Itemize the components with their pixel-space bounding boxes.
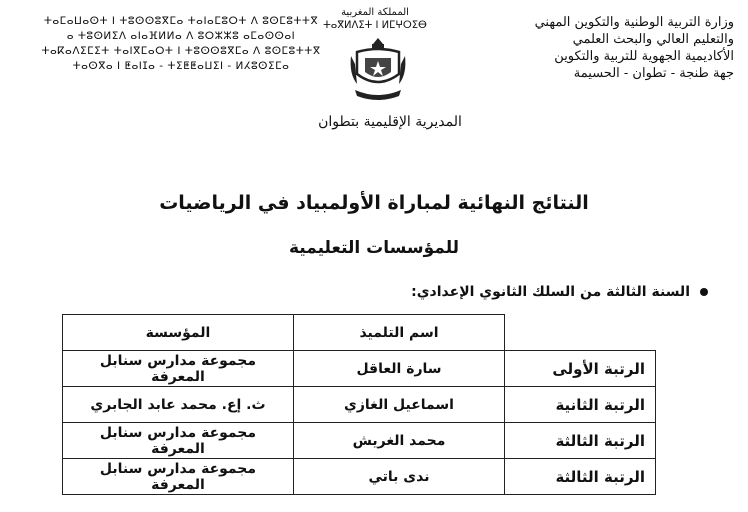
results-table [62,314,656,495]
level-label: السنة الثالثة من السلك الثانوي الإعدادي: [411,284,690,300]
tifinagh-line-3: ⵜⴰⴽⴰⴷⵉⵎⵉⵜ ⵜⴰⵏⴳⵎⴰⵔⵜ ⵏ ⵜⵓⵙⵙⵓⴳⵎⴰ ⴷ ⵓⵙⵎⵓⵜⵜⴳ [41,45,321,57]
student-cell: ندى باتي [294,459,505,495]
document-title: النتائج النهائية لمباراة الأولمبياد في الرياضيات [159,192,589,214]
ministry-tifinagh-block [6,14,356,74]
rank-cell: الرتبة الثالثة [505,459,656,495]
tifinagh-line-1: ⵜⴰⵎⴰⵡⴰⵙⵜ ⵏ ⵜⵓⵙⵙⵓⴳⵎⴰ ⵜⴰⵏⴰⵎⵓⵔⵜ ⴷ ⵓⵙⵎⵓⵜⵜⴳ [43,15,319,27]
school-cell: ث. إع. محمد عابد الجابري [63,387,294,423]
moroccan-coat-of-arms-icon [347,34,409,106]
student-cell: محمد الغريش [294,423,505,459]
tifinagh-line-4: ⵜⴰⵙⴳⴰ ⵏ ⵟⴰⵏⵊⴰ - ⵜⵉⵟⵟⴰⵡⵉⵏ - ⵍⵃⵓⵙⵉⵎⴰ [72,60,290,72]
rank-cell: الرتبة الثالثة [505,423,656,459]
academy-line: الأكاديمية الجهوية للتربية والتكوين [554,49,734,64]
rank-cell: الرتبة الأولى [505,351,656,387]
header-student: اسم التلميذ [294,315,505,351]
document-subtitle: للمؤسسات التعليمية [288,238,460,258]
table-header-row [63,315,656,351]
school-cell: مجموعة مدارس سنابل المعرفة [63,351,294,387]
ministry-line-1: وزارة التربية الوطنية والتكوين المهني [534,15,734,30]
ministry-line-2: والتعليم العالي والبحث العلمي [572,32,734,47]
bullet-icon [700,288,708,296]
header-blank-cell [505,315,656,351]
level-heading [411,284,708,300]
tifinagh-line-2: ⴰ ⵜⵓⵙⵍⵉⴷ ⴰⵏⴰⴼⵍⵍⴰ ⴷ ⵓⵔⵣⵣⵓ ⴰⵎⴰⵙⵙⴰⵏ [66,30,296,42]
rank-cell: الرتبة الثانية [505,387,656,423]
table-row [63,423,656,459]
ministry-arabic-block [424,14,734,82]
student-cell: سارة العاقل [294,351,505,387]
school-cell: مجموعة مدارس سنابل المعرفة [63,423,294,459]
table-row [63,459,656,495]
kingdom-arabic: المملكة المغربية [341,7,409,18]
region-line: جهة طنجة - تطوان - الحسيمة [573,66,734,81]
table-row [63,387,656,423]
school-cell: مجموعة مدارس سنابل المعرفة [63,459,294,495]
kingdom-tifinagh: ⵜⴰⴳⵍⴷⵉⵜ ⵏ ⵍⵎⵖⵔⵉⴱ [323,20,427,31]
table-row [63,351,656,387]
header-school: المؤسسة [63,315,294,351]
student-cell: اسماعيل الغازي [294,387,505,423]
provincial-direction: المديرية الإقليمية بتطوان [318,114,462,130]
